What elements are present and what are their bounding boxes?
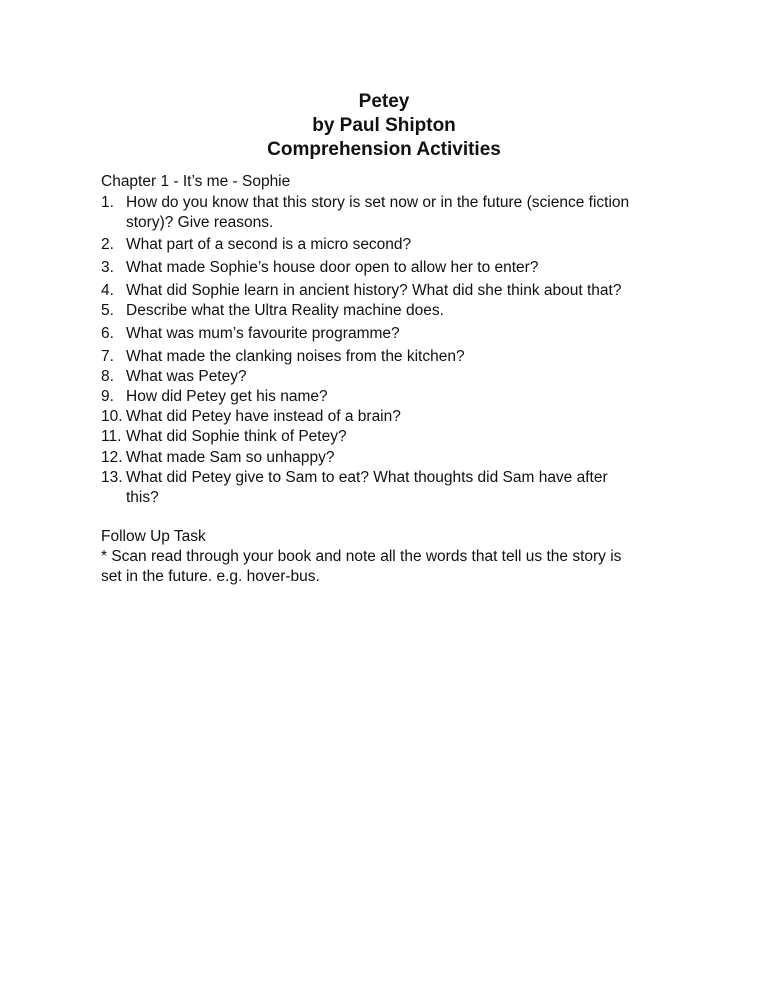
question-number: 7. bbox=[101, 348, 114, 365]
question-text: What did Petey give to Sam to eat? What thoughts did Sam have after bbox=[126, 469, 608, 486]
question-text: Describe what the Ultra Reality machine does. bbox=[126, 302, 444, 319]
question-number: 3. bbox=[101, 259, 114, 276]
follow-up-heading: Follow Up Task bbox=[101, 528, 206, 545]
follow-up-text: set in the future. e.g. hover-bus. bbox=[101, 568, 320, 585]
question-number: 11. bbox=[101, 428, 122, 445]
question-text: What part of a second is a micro second? bbox=[126, 236, 412, 253]
question-number: 5. bbox=[101, 302, 114, 319]
question-number: 13. bbox=[101, 469, 123, 486]
question-number: 6. bbox=[101, 325, 114, 342]
question-text: this? bbox=[126, 489, 159, 506]
question-text: What was Petey? bbox=[126, 368, 247, 385]
question-number: 4. bbox=[101, 282, 114, 299]
subtitle: Comprehension Activities bbox=[267, 139, 501, 160]
follow-up-text: * Scan read through your book and note all the words that tell us the story is bbox=[101, 548, 622, 565]
question-number: 10. bbox=[101, 408, 123, 425]
title: Petey bbox=[358, 91, 410, 112]
question-text: How did Petey get his name? bbox=[126, 388, 328, 405]
question-text: What was mum’s favourite programme? bbox=[126, 325, 400, 342]
question-text: What did Sophie think of Petey? bbox=[126, 428, 347, 445]
question-text: What did Sophie learn in ancient history? What did she think about that? bbox=[126, 282, 622, 299]
author-line: by Paul Shipton bbox=[312, 115, 456, 136]
question-number: 9. bbox=[101, 388, 114, 405]
question-text: What made Sophie’s house door open to allow her to enter? bbox=[126, 259, 539, 276]
question-text: What did Petey have instead of a brain? bbox=[126, 408, 401, 425]
chapter-heading: Chapter 1 - It’s me - Sophie bbox=[101, 173, 291, 190]
question-text: How do you know that this story is set now or in the future (science fiction bbox=[126, 194, 630, 211]
question-number: 1. bbox=[101, 194, 114, 211]
question-text: story)? Give reasons. bbox=[126, 214, 274, 231]
question-number: 8. bbox=[101, 368, 114, 385]
question-number: 2. bbox=[101, 236, 114, 253]
question-number: 12. bbox=[101, 449, 123, 466]
question-text: What made the clanking noises from the kitchen? bbox=[126, 348, 465, 365]
question-text: What made Sam so unhappy? bbox=[126, 449, 335, 466]
